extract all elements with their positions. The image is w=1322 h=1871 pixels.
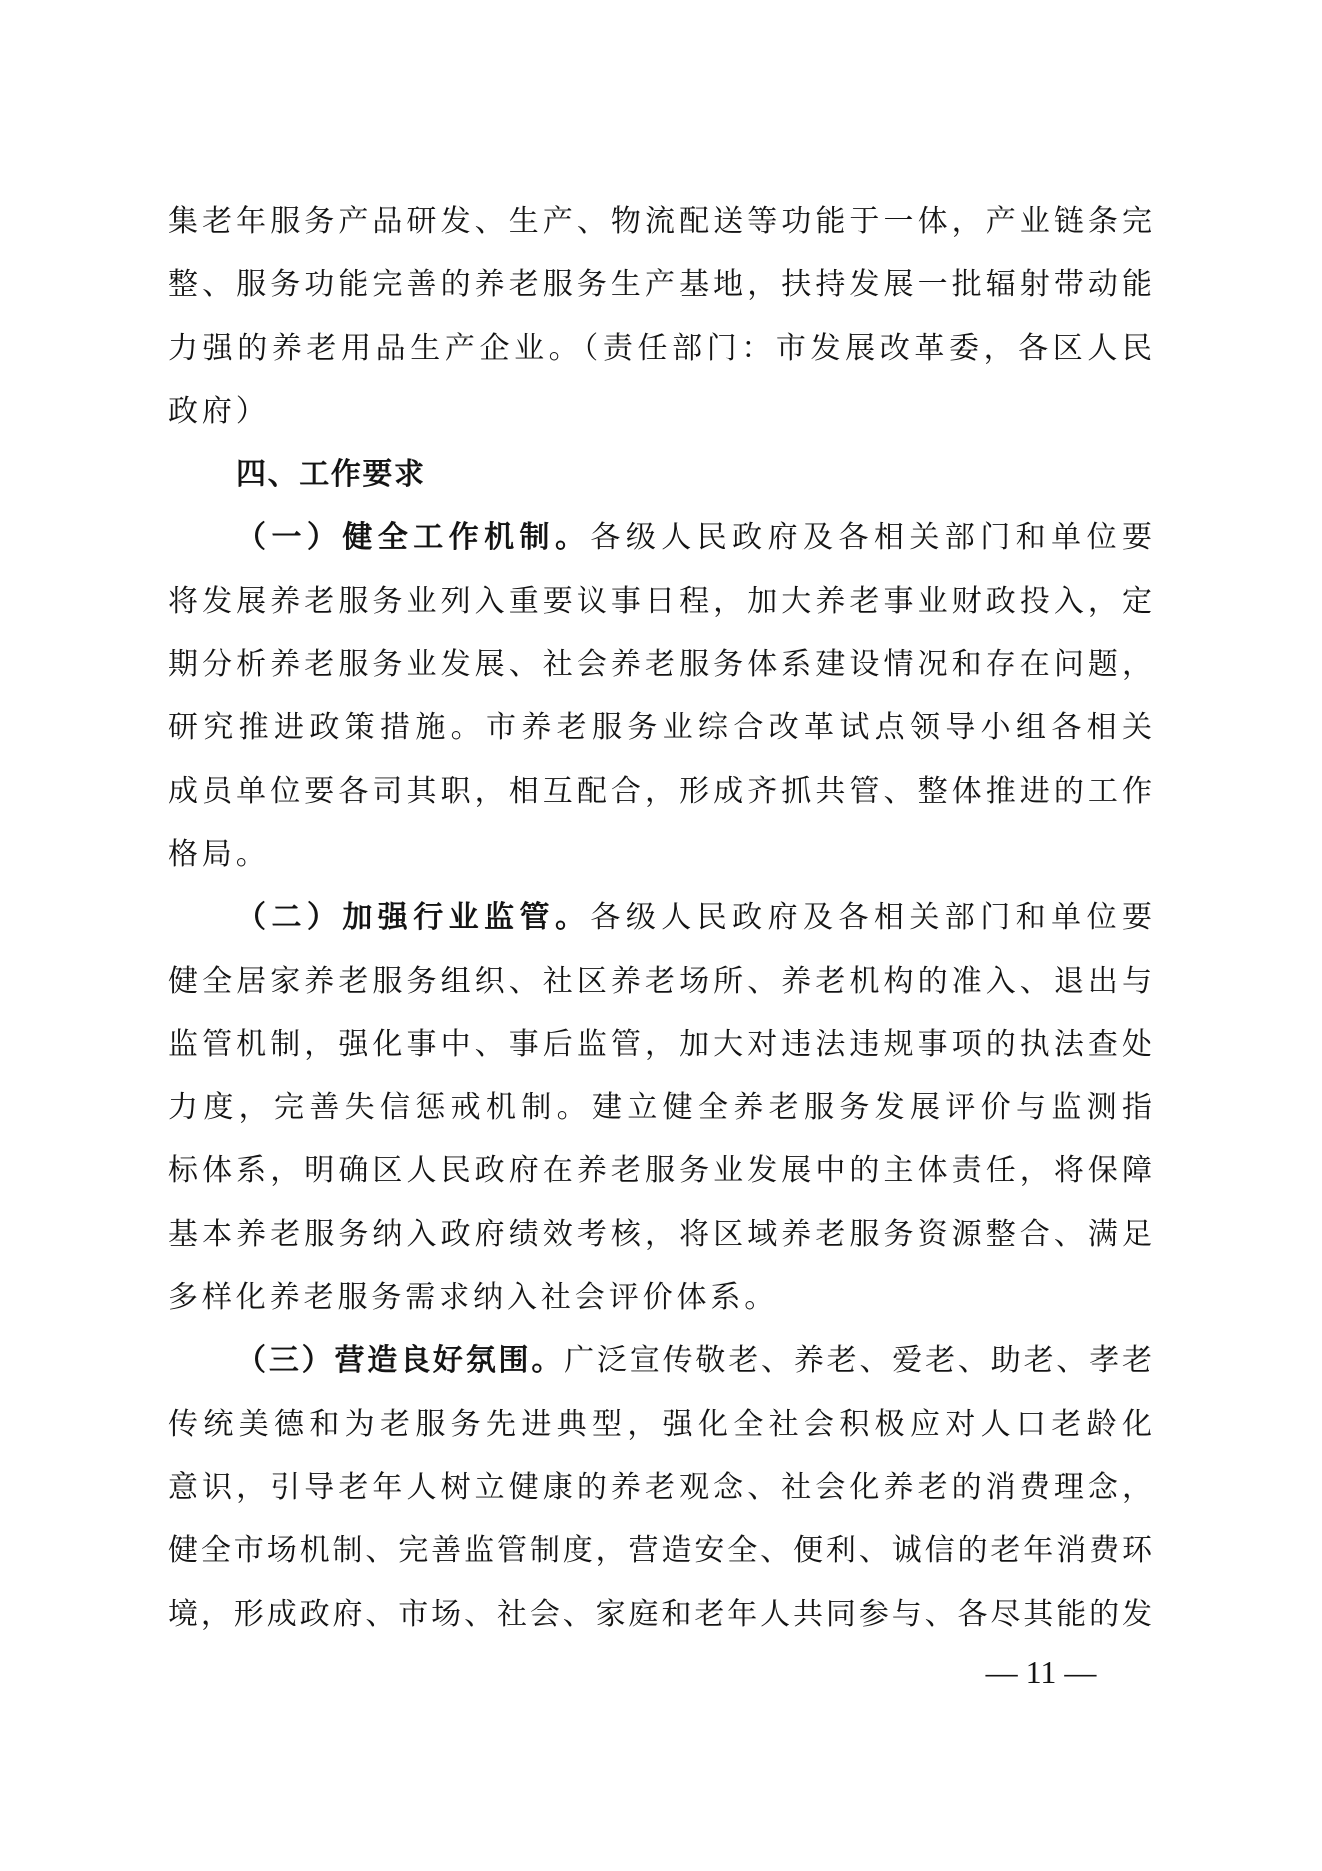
text-line: 健全市场机制、完善监管制度，营造安全、便利、诚信的老年消费环 (168, 1533, 1152, 1569)
paragraph-first-line (168, 506, 1152, 569)
text-line: 力度，完善失信惩戒机制。建立健全养老服务发展评价与监测指 (168, 1090, 1152, 1126)
paragraph-lead: （三）营造良好氛围。 (236, 1343, 565, 1379)
text-line: 境，形成政府、市场、社会、家庭和老年人共同参与、各尽其能的发 (168, 1596, 1152, 1632)
text-line: 多样化养老服务需求纳入社会评价体系。 (168, 1280, 779, 1316)
paragraph (168, 886, 1152, 1329)
text-line: 意识，引导老年人树立健康的养老观念、社会化养老的消费理念， (168, 1469, 1152, 1505)
paragraph-first-line-text: 各级人民政府及各相关部门和单位要 (590, 520, 1152, 556)
text-line: 期分析养老服务业发展、社会养老服务体系建设情况和存在问题， (168, 647, 1152, 683)
document-body (168, 190, 1152, 1646)
text-line: 将发展养老服务业列入重要议事日程，加大养老事业财政投入，定 (168, 583, 1152, 619)
continued-paragraph (168, 190, 1152, 443)
text-line: 研究推进政策措施。市养老服务业综合改革试点领导小组各相关 (168, 710, 1152, 746)
paragraph (168, 1329, 1152, 1645)
page-number: — 11 — (985, 1654, 1097, 1690)
text-line: 标体系，明确区人民政府在养老服务业发展中的主体责任，将保障 (168, 1153, 1152, 1189)
paragraph-first-line-text: 各级人民政府及各相关部门和单位要 (590, 900, 1152, 936)
text-line: 整、服务功能完善的养老服务生产基地，扶持发展一批辐射带动能 (168, 267, 1152, 303)
text-line: 基本养老服务纳入政府绩效考核，将区域养老服务资源整合、满足 (168, 1216, 1152, 1252)
paragraph-first-line-text: 广泛宣传敬老、养老、爱老、助老、孝老 (564, 1343, 1152, 1379)
text-line: 传统美德和为老服务先进典型，强化全社会积极应对人口老龄化 (168, 1406, 1152, 1442)
paragraph (168, 506, 1152, 886)
section-heading: 四、工作要求 (236, 457, 426, 493)
text-line: 格局。 (168, 836, 270, 872)
paragraph-first-line (168, 1329, 1152, 1392)
text-line: 政府） (168, 393, 270, 429)
text-line: 力强的养老用品生产企业。（责任部门：市发展改革委，各区人民 (168, 330, 1152, 366)
text-line: 监管机制，强化事中、事后监管，加大对违法违规事项的执法查处 (168, 1026, 1152, 1062)
paragraph-first-line (168, 886, 1152, 949)
text-line: 成员单位要各司其职，相互配合，形成齐抓共管、整体推进的工作 (168, 773, 1152, 809)
text-line: 集老年服务产品研发、生产、物流配送等功能于一体，产业链条完 (168, 204, 1152, 239)
paragraph-lead: （二）加强行业监管。 (236, 900, 591, 936)
paragraph-lead: （一）健全工作机制。 (236, 520, 591, 556)
text-line: 健全居家养老服务组织、社区养老场所、养老机构的准入、退出与 (168, 963, 1152, 999)
